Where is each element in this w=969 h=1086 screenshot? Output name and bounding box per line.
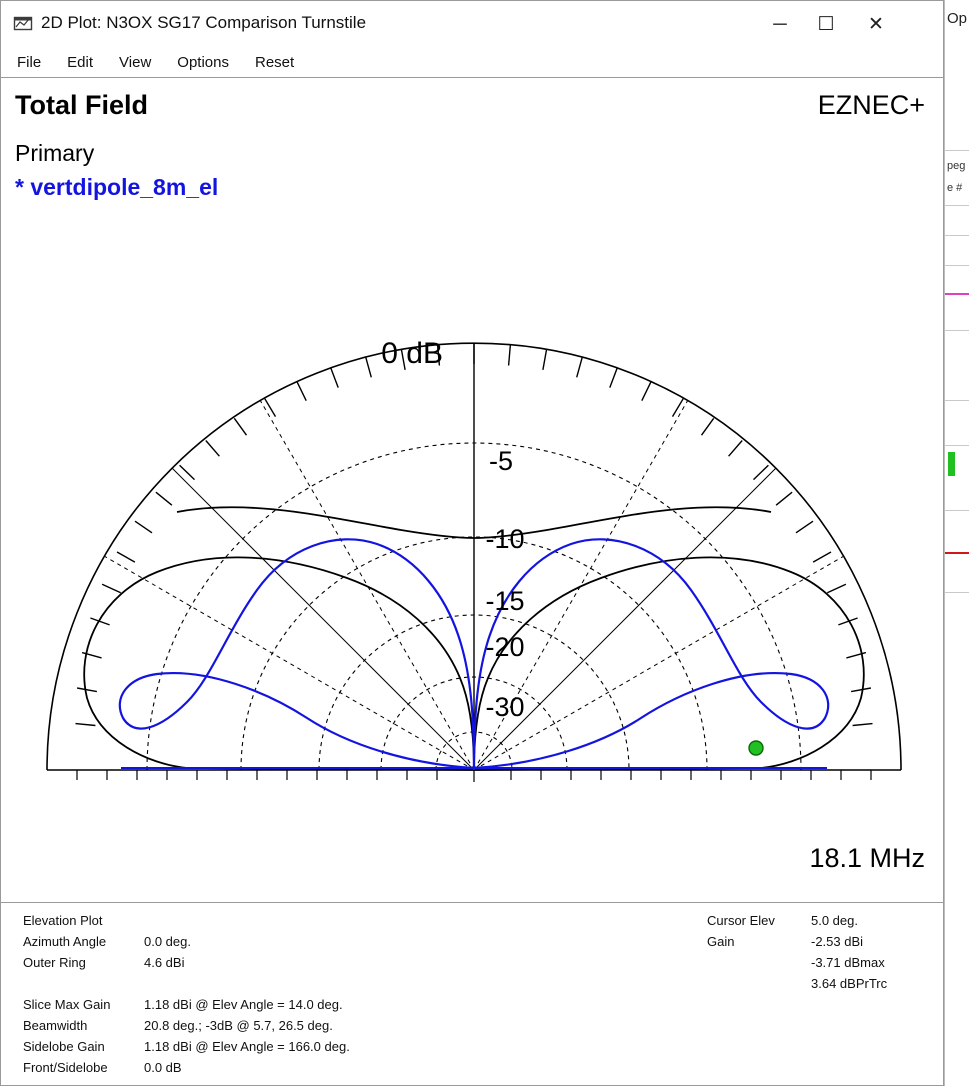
info-value-beamwidth: 20.8 deg.; -3dB @ 5.7, 26.5 deg. <box>144 1018 333 1033</box>
divider <box>945 445 969 446</box>
maximize-button[interactable] <box>803 1 849 47</box>
info-value-azimuth-angle: 0.0 deg. <box>144 934 191 949</box>
red-line <box>945 552 969 554</box>
minimize-icon: ─ <box>773 13 787 35</box>
frequency-label: 18.1 MHz <box>809 843 925 873</box>
info-label-outer-ring: Outer Ring <box>23 955 86 970</box>
info-label-sidelobe-gain: Sidelobe Gain <box>23 1039 105 1054</box>
polar-plot <box>1 78 943 902</box>
window-title: 2D Plot: N3OX SG17 Comparison Turnstile <box>41 13 367 32</box>
info-panel <box>1 903 943 1085</box>
info-label-slice-max-gain: Slice Max Gain <box>23 997 111 1012</box>
info-value-cursor-elev: 5.0 deg. <box>811 913 858 928</box>
ring-label-0db: 0 dB <box>381 337 443 370</box>
info-value-outer-ring: 4.6 dBi <box>144 955 185 970</box>
magenta-line <box>945 293 969 295</box>
color-swatch-green <box>948 452 955 476</box>
info-value-front-sidelobe: 0.0 dB <box>144 1060 182 1075</box>
info-value-gain-dbmax: -3.71 dBmax <box>811 955 885 970</box>
background-window-title: Op <box>947 10 968 27</box>
divider <box>945 235 969 236</box>
info-value-gain-dbi: -2.53 dBi <box>811 934 864 949</box>
close-button[interactable] <box>853 1 899 47</box>
divider <box>945 330 969 331</box>
divider <box>945 150 969 151</box>
divider <box>945 205 969 206</box>
legend-trace-label: * vertdipole_8m_el <box>15 174 219 200</box>
info-value-sidelobe-gain: 1.18 dBi @ Elev Angle = 166.0 deg. <box>144 1039 350 1054</box>
ring-label--20: -20 <box>485 632 525 662</box>
menu-item-reset[interactable]: Reset <box>254 54 295 71</box>
info-value-slice-max-gain: 1.18 dBi @ Elev Angle = 14.0 deg. <box>144 997 343 1012</box>
info-label-beamwidth: Beamwidth <box>23 1018 88 1033</box>
menu-bar <box>1 48 943 78</box>
background-text-2: e # <box>947 182 963 194</box>
menu-item-view[interactable]: View <box>119 54 152 71</box>
background-text-1: peg <box>947 160 966 172</box>
info-label-cursor-elev: Cursor Elev <box>707 913 775 928</box>
info-label-front-sidelobe: Front/Sidelobe <box>23 1060 108 1075</box>
background-window[interactable] <box>944 0 969 1086</box>
title-bar[interactable] <box>1 1 943 48</box>
ring-label--30: -30 <box>485 692 525 722</box>
plot-canvas[interactable] <box>1 78 943 903</box>
info-label-gain: Gain <box>707 934 735 949</box>
cursor-marker <box>749 741 763 755</box>
close-icon: ✕ <box>868 13 884 35</box>
info-value-gain-dbprtrc: 3.64 dBPrTrc <box>811 976 888 991</box>
menu-item-options[interactable]: Options <box>177 54 229 71</box>
ring-label--5: -5 <box>488 446 514 476</box>
info-label-elevation-plot: Elevation Plot <box>23 913 103 928</box>
ring-label--10: -10 <box>485 524 525 554</box>
divider <box>945 265 969 266</box>
ring-label--15: -15 <box>485 586 525 616</box>
menu-item-edit[interactable]: Edit <box>67 54 94 71</box>
divider <box>945 400 969 401</box>
divider <box>945 592 969 593</box>
divider <box>945 510 969 511</box>
menu-item-file[interactable]: File <box>17 54 42 71</box>
maximize-icon: ☐ <box>817 13 835 35</box>
legend-heading: Primary <box>15 140 95 166</box>
plot-window-icon <box>13 14 33 32</box>
brand-label: EZNEC+ <box>817 90 925 120</box>
info-label-azimuth-angle: Azimuth Angle <box>23 934 107 949</box>
plot-title: Total Field <box>15 90 148 120</box>
minimize-button[interactable] <box>757 1 803 47</box>
